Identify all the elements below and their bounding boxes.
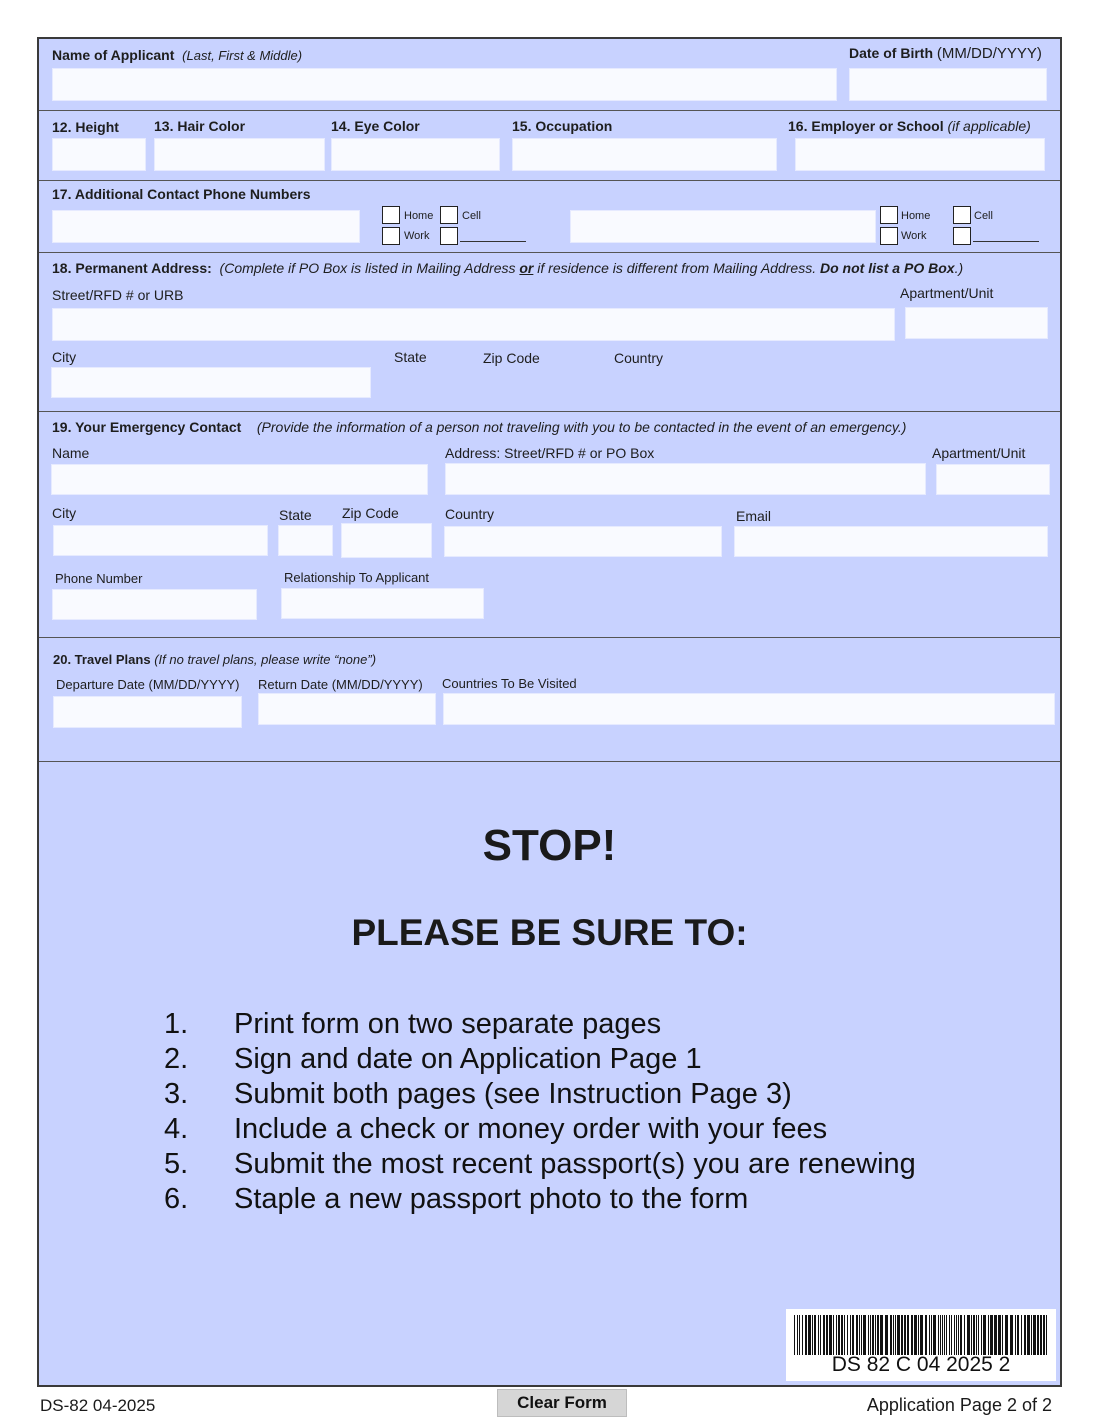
checklist bbox=[164, 1007, 916, 1217]
emergency-city-label: City bbox=[52, 505, 77, 521]
emergency-name-input[interactable] bbox=[51, 464, 428, 495]
hair-color-input[interactable] bbox=[154, 138, 325, 171]
emergency-state-input[interactable] bbox=[278, 525, 333, 556]
emergency-zip-input[interactable] bbox=[341, 523, 432, 558]
hair-color-label: 13. Hair Color bbox=[154, 118, 246, 134]
return-date-input[interactable] bbox=[258, 693, 436, 725]
checklist-item: 1. Print form on two separate pages bbox=[164, 1008, 662, 1040]
employer-input[interactable] bbox=[795, 138, 1045, 171]
emergency-country-label: Country bbox=[445, 506, 495, 522]
barcode-bars bbox=[794, 1315, 1048, 1355]
page-indicator: Application Page 2 of 2 bbox=[866, 1395, 1052, 1415]
departure-date-label: Departure Date (MM/DD/YYYY) bbox=[56, 677, 240, 692]
divider bbox=[39, 252, 1060, 253]
emergency-zip-label: Zip Code bbox=[342, 505, 399, 521]
countries-visited-input[interactable] bbox=[443, 693, 1055, 725]
checklist-item: 4. Include a check or money order with your fees bbox=[164, 1113, 828, 1145]
checklist-item: 5. Submit the most recent passport(s) you are renewing bbox=[164, 1148, 916, 1180]
clear-form-button[interactable]: Clear Form bbox=[497, 1389, 627, 1417]
phone-2-work-label: Work bbox=[901, 230, 927, 242]
applicant-name-input[interactable] bbox=[52, 68, 837, 101]
emergency-phone-label: Phone Number bbox=[55, 571, 143, 586]
return-date-label: Return Date (MM/DD/YYYY) bbox=[258, 677, 423, 692]
phone-1-home-checkbox[interactable] bbox=[382, 206, 400, 224]
emergency-email-input[interactable] bbox=[734, 526, 1048, 557]
eye-color-label: 14. Eye Color bbox=[331, 118, 420, 134]
emergency-address-label: Address: Street/RFD # or PO Box bbox=[445, 445, 655, 461]
phone-1-work-checkbox[interactable] bbox=[382, 227, 400, 245]
street-label: Street/RFD # or URB bbox=[52, 287, 184, 303]
emergency-name-label: Name bbox=[52, 445, 90, 461]
phone-2-home-label: Home bbox=[901, 210, 931, 222]
countries-visited-label: Countries To Be Visited bbox=[442, 676, 577, 691]
phone-2-cell-label: Cell bbox=[974, 210, 993, 222]
height-input[interactable] bbox=[52, 138, 146, 171]
checklist-item: 2. Sign and date on Application Page 1 bbox=[164, 1043, 702, 1075]
additional-phone-2-input[interactable] bbox=[570, 210, 876, 243]
barcode bbox=[786, 1309, 1056, 1381]
state-label: State bbox=[394, 349, 427, 365]
barcode-text: DS 82 C 04 2025 2 bbox=[831, 1353, 1011, 1376]
occupation-label: 15. Occupation bbox=[512, 118, 613, 134]
name-of-applicant-label: Name of Applicant (Last, First & Middle) bbox=[52, 47, 303, 63]
permanent-street-input[interactable] bbox=[52, 308, 895, 341]
additional-phone-1-input[interactable] bbox=[52, 210, 360, 243]
phone-2-cell-checkbox[interactable] bbox=[953, 206, 971, 224]
relationship-label: Relationship To Applicant bbox=[284, 570, 430, 585]
occupation-input[interactable] bbox=[512, 138, 777, 171]
phone-2-home-checkbox[interactable] bbox=[880, 206, 898, 224]
divider bbox=[39, 411, 1060, 412]
zip-code-label: Zip Code bbox=[483, 350, 540, 366]
phone-1-other-checkbox[interactable] bbox=[440, 227, 458, 245]
emergency-address-input[interactable] bbox=[445, 463, 926, 495]
phone-2-other-checkbox[interactable] bbox=[953, 227, 971, 245]
please-be-sure-heading: PLEASE BE SURE TO: bbox=[351, 912, 748, 953]
checklist-item: 3. Submit both pages (see Instruction Page 3) bbox=[164, 1078, 792, 1110]
emergency-apartment-label: Apartment/Unit bbox=[932, 445, 1026, 461]
relationship-input[interactable] bbox=[281, 588, 484, 619]
application-form bbox=[37, 37, 1062, 1387]
phone-1-work-label: Work bbox=[404, 230, 430, 242]
checklist-item: 6. Staple a new passport photo to the form bbox=[164, 1183, 749, 1215]
phone-1-home-label: Home bbox=[404, 210, 434, 222]
phone-2-work-checkbox[interactable] bbox=[880, 227, 898, 245]
permanent-city-input[interactable] bbox=[51, 367, 371, 398]
permanent-address-title: 18. Permanent Address: (Complete if PO Box is listed in Mailing Address or if residence is different from Mailing Address. Do not list a PO Box.) bbox=[52, 260, 964, 276]
permanent-apartment-input[interactable] bbox=[905, 307, 1048, 339]
phone-1-cell-label: Cell bbox=[462, 210, 481, 222]
emergency-apartment-input[interactable] bbox=[936, 464, 1050, 495]
additional-phones-label: 17. Additional Contact Phone Numbers bbox=[52, 186, 311, 202]
height-label: 12. Height bbox=[52, 119, 119, 135]
eye-color-input[interactable] bbox=[331, 138, 500, 171]
stop-heading: STOP! bbox=[482, 821, 617, 870]
emergency-city-input[interactable] bbox=[53, 525, 268, 556]
employer-label: 16. Employer or School (if applicable) bbox=[788, 118, 1031, 134]
phone-1-cell-checkbox[interactable] bbox=[440, 206, 458, 224]
emergency-email-label: Email bbox=[736, 508, 772, 524]
phone-1-other-line bbox=[460, 241, 526, 242]
emergency-phone-input[interactable] bbox=[52, 589, 257, 620]
date-of-birth-label: Date of Birth (MM/DD/YYYY) bbox=[849, 45, 1042, 62]
divider bbox=[39, 110, 1060, 111]
divider bbox=[39, 637, 1060, 638]
form-id: DS-82 04-2025 bbox=[40, 1396, 156, 1415]
apartment-label: Apartment/Unit bbox=[900, 285, 994, 301]
date-of-birth-input[interactable] bbox=[849, 68, 1047, 101]
divider bbox=[39, 180, 1060, 181]
country-label: Country bbox=[614, 350, 664, 366]
travel-plans-title: 20. Travel Plans (If no travel plans, please write “none”) bbox=[53, 652, 377, 667]
divider bbox=[39, 761, 1060, 762]
departure-date-input[interactable] bbox=[53, 696, 242, 728]
emergency-state-label: State bbox=[279, 507, 312, 523]
city-label: City bbox=[52, 349, 77, 365]
emergency-contact-title: 19. Your Emergency Contact (Provide the information of a person not traveling with you to be contacted in the event of an emergency.) bbox=[52, 419, 907, 435]
phone-2-other-line bbox=[973, 241, 1039, 242]
emergency-country-input[interactable] bbox=[444, 526, 722, 557]
